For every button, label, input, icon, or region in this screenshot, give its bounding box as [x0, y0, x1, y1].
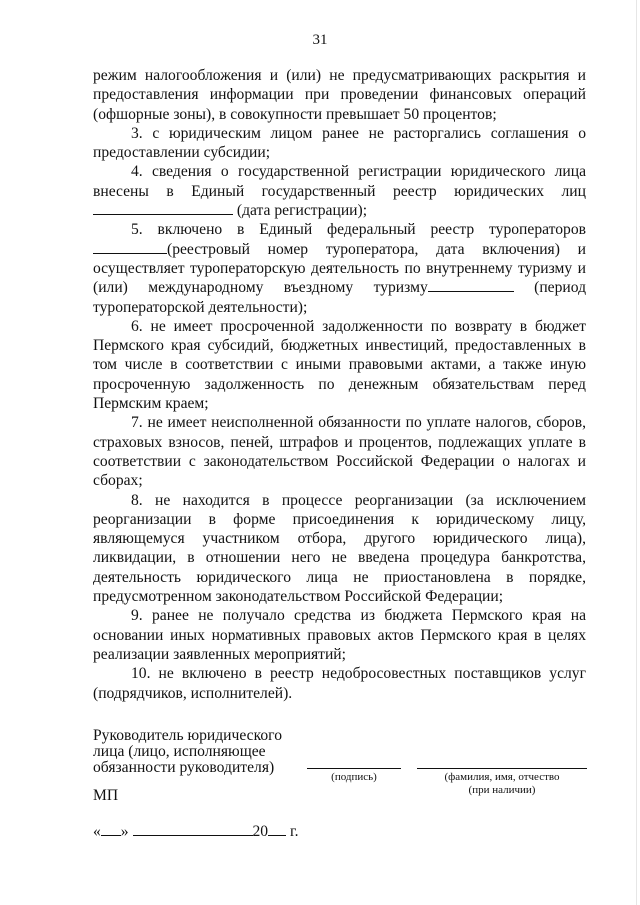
document-body: [93, 66, 586, 703]
full-name-caption: [417, 771, 587, 797]
paragraph-continuation: режим налогообложения и (или) не предусматривающих раскрытия и предоставления информации при проведении финансовых операций (офшорные зоны), в совокупности превышает 50 процентов;: [93, 67, 586, 123]
paragraph-item-4-tail: (дата регистрации);: [233, 202, 368, 220]
activity-period-blank: [428, 278, 514, 292]
paragraph-item-3: 3. с юридическим лицом ранее не расторгались соглашения о предоставлении субсидии;: [93, 124, 586, 162]
signer-line: лица (лицо, исполняющее: [93, 743, 266, 760]
year-suffix: г.: [286, 823, 299, 840]
page-number: 31: [312, 32, 328, 48]
registry-number-blank: [93, 240, 167, 254]
day-blank: [101, 822, 121, 836]
paragraph-item-5-tail: (период туроператорской деятельности);: [93, 279, 587, 316]
year-blank: [268, 822, 286, 836]
scan-edge: [636, 0, 637, 905]
paragraph-item-5-text: 5. включено в Единый федеральный реестр туроператоров: [131, 221, 586, 239]
date-line: [93, 822, 299, 841]
paragraph-item-4: [93, 162, 586, 220]
month-blank: [133, 822, 253, 836]
paragraph-item-5: [93, 220, 586, 316]
paragraph-item-6: 6. не имеет просроченной задолженности по возврату в бюджет Пермского края субсидий, бюджетных инвестиций, предоставленных в том числе в соответствии с иными правовыми актами, а также иную просроченную задолженность по денежным обязательствам перед Пермским краем;: [93, 317, 586, 413]
paragraph-item-8: 8. не находится в процессе реорганизации (за исключением реорганизации в форме присоединения к юридическому лицу, являющемуся участником отбора, другого юридического лица), ликвидации, в отношении него не введена процедура банкротства, деятельность юридического лица не приостановлена в порядке, предусмотренном законодательством Российской Федерации;: [93, 491, 586, 606]
full-name-line: [417, 768, 587, 769]
paragraph-item-9: 9. ранее не получало средства из бюджета Пермского края на основании иных нормативных правовых актов Пермского края в целях реализации заявленных мероприятий;: [93, 607, 586, 663]
paragraph-item-4-text: 4. сведения о государственной регистрации юридического лица внесены в Единый государственный реестр юридических лиц: [93, 163, 586, 200]
paragraph-item-5-middle: (реестровый номер туроператора, дата включения) и осуществляет туроператорскую деятельность по внутреннему туризму и (или) международному въездному туризму: [93, 240, 586, 297]
paragraph-item-10: 10. не включено в реестр недобросовестных поставщиков услуг (подрядчиков, исполнителей).: [93, 665, 586, 702]
signer-title: [93, 728, 293, 776]
signer-line: Руководитель юридического: [93, 727, 282, 744]
signer-line: обязанности руководителя): [93, 759, 275, 776]
paragraph-item-7: 7. не имеет неисполненной обязанности по уплате налогов, сборов, страховых взносов, пеней, штрафов и процентов, подлежащих уплате в соответствии с законодательством Российской Федерации о налогах и сборах;: [93, 414, 586, 490]
date-open-quote: «: [93, 823, 101, 840]
stamp-place-label: МП: [93, 787, 119, 804]
year-prefix: 20: [252, 823, 269, 840]
date-close-quote: »: [120, 823, 129, 840]
signature-caption: (подпись): [331, 771, 377, 783]
registration-date-blank: [93, 201, 233, 215]
full-name-caption-line: (при наличии): [468, 784, 536, 796]
signature-line: [307, 768, 401, 769]
full-name-caption-line: (фамилия, имя, отчество: [444, 771, 560, 783]
